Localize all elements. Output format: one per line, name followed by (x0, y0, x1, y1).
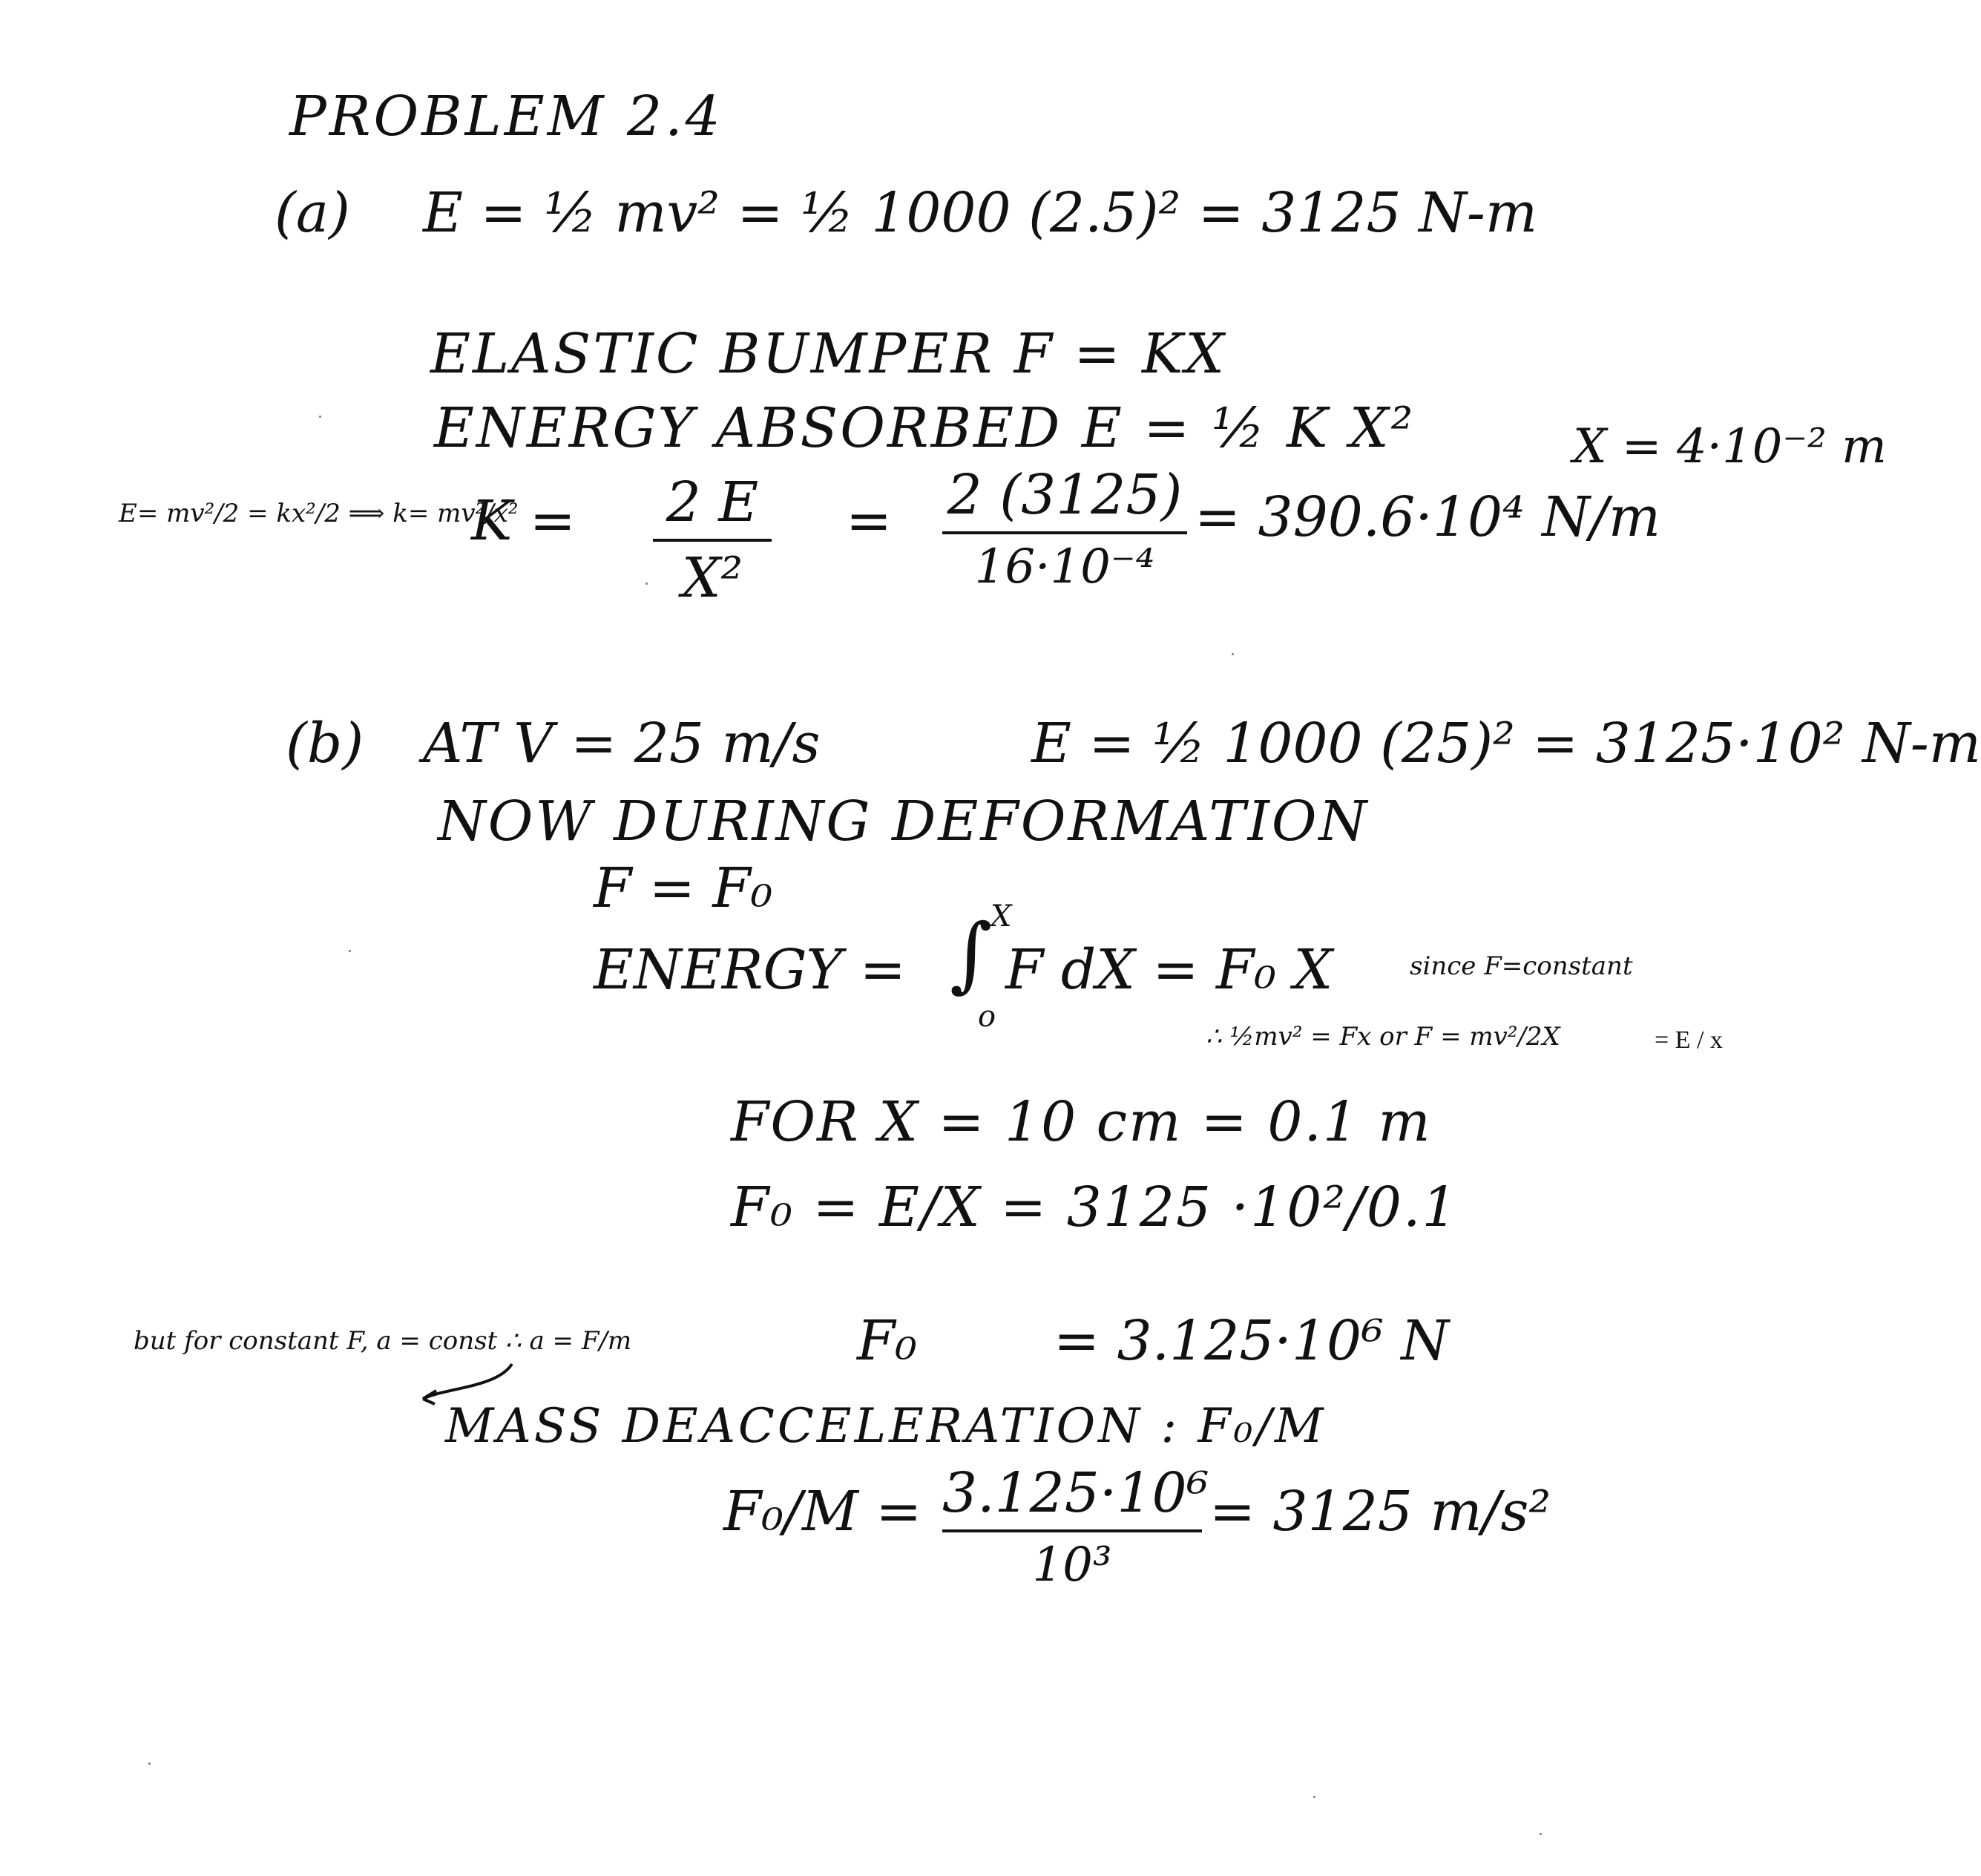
k-fraction-1 (653, 470, 772, 610)
therefore-note: ∴ ½mv² = Fx or F = mv²/2X (1206, 1022, 1560, 1052)
f0-calculation: F₀ = E/X = 3125 ·10²/0.1 (731, 1175, 1459, 1239)
kinetic-energy-equation: E = ½ mv² = ½ 1000 (2.5)² = 3125 N-m (423, 181, 1538, 245)
energy-at-25-line: E = ½ 1000 (25)² = 3125·10² N-m (1031, 712, 1981, 775)
k-result: = 390.6·10⁴ N/m (1195, 485, 1661, 549)
e-over-x-note: = E / x (1655, 1026, 1723, 1054)
margin-derivation-note: E= mv²/2 = kx²/2 ⟹ k= mv²/x² (119, 499, 519, 528)
f0-result: = 3.125·10⁶ N (1054, 1309, 1449, 1373)
problem-title: PROBLEM 2.4 (289, 85, 723, 148)
energy-integral-lhs: ENERGY = (594, 938, 906, 1002)
k-fraction-2-denominator: 16·10⁻⁴ (974, 539, 1155, 594)
k-lhs: K = (471, 489, 576, 553)
since-constant-note: since F=constant (1410, 951, 1633, 981)
scan-speck (319, 416, 321, 418)
part-a-label: (a) (275, 181, 350, 245)
scan-speck (1232, 653, 1234, 655)
scan-speck (645, 583, 648, 585)
integral-body: F dX = F₀ X (1005, 938, 1333, 1002)
k-fraction-1-denominator: X² (681, 546, 743, 610)
deceleration-denominator: 10³ (1032, 1538, 1112, 1593)
part-b-label: (b) (286, 712, 364, 775)
integral-sign: ∫ (950, 906, 993, 1001)
k-fraction-2-numerator: 2 (3125) (947, 463, 1183, 527)
scan-speck (349, 950, 351, 952)
k-fraction-1-bar (653, 539, 772, 542)
k-fraction-2-bar (942, 531, 1187, 534)
force-constant-line: F = F₀ (594, 856, 773, 920)
deceleration-result: = 3125 m/s² (1209, 1480, 1551, 1544)
scan-speck (1540, 1833, 1542, 1835)
velocity-line: AT V = 25 m/s (423, 712, 821, 775)
deceleration-fraction-bar (942, 1529, 1202, 1532)
integral-upper-limit: X (990, 899, 1012, 934)
mass-deacceleration-line: MASS DEACCELERATION : F₀/M (445, 1399, 1327, 1454)
k-fraction-2 (942, 463, 1187, 594)
deceleration-numerator: 3.125·10⁶ (942, 1461, 1209, 1525)
x-value-note: X = 4·10⁻² m (1573, 419, 1887, 474)
f0-label: F₀ (857, 1309, 918, 1373)
now-during-deformation: NOW DURING DEFORMATION (438, 790, 1370, 853)
scan-speck (1313, 1796, 1315, 1798)
energy-absorbed-line: ENERGY ABSORBED E = ½ K X² (434, 396, 1416, 460)
k-fraction-1-numerator: 2 E (666, 470, 759, 534)
for-x-line: FOR X = 10 cm = 0.1 m (731, 1090, 1432, 1154)
deceleration-lhs: F₀/M = (723, 1480, 922, 1544)
constant-acceleration-note: but for constant F, a = const ∴ a = F/m (134, 1326, 632, 1356)
elastic-bumper-line: ELASTIC BUMPER F = KX (430, 322, 1226, 386)
equals-sign: = (846, 489, 893, 553)
integral-lower-limit: o (978, 1000, 996, 1034)
deceleration-fraction (942, 1461, 1209, 1593)
scan-speck (148, 1762, 151, 1765)
